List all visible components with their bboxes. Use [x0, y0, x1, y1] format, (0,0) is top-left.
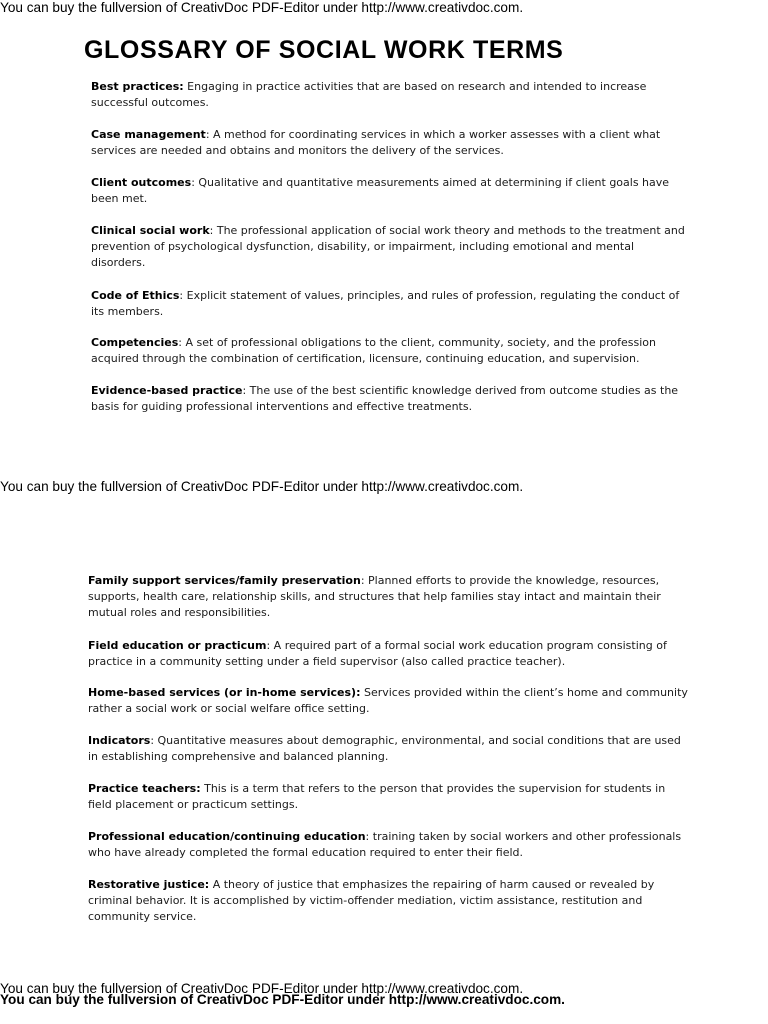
glossary-definition: : A required part of a formal social work education program consisting of practice in a community setting under a field supervisor (also called practice teacher). — [88, 639, 667, 668]
glossary-term: Practice teachers: — [88, 782, 201, 795]
glossary-entry — [88, 573, 688, 621]
glossary-definition: : A set of professional obligations to the client, community, society, and the profession acquired through the combination of certification, licensure, continuing education, and supervision. — [91, 336, 656, 365]
glossary-entry — [88, 638, 688, 670]
glossary-entry — [91, 175, 691, 207]
page-title: GLOSSARY OF SOCIAL WORK TERMS — [84, 36, 564, 64]
glossary-definition: Services provided within the client’s home and community rather a social work or social welfare office setting. — [88, 686, 688, 715]
glossary-definition: Engaging in practice activities that are based on research and intended to increase successful outcomes. — [91, 80, 647, 109]
glossary-entry — [91, 383, 691, 415]
glossary-definition: : The use of the best scientific knowledge derived from outcome studies as the basis for guiding professional interventions and effective treatments. — [91, 384, 679, 413]
glossary-term: Professional education/continuing education — [88, 830, 366, 843]
glossary-entry — [91, 335, 691, 367]
glossary-term: Evidence-based practice — [91, 384, 243, 397]
glossary-definition: This is a term that refers to the person that provides the supervision for students in field placement or practicum settings. — [88, 782, 666, 811]
glossary-term: Case management — [91, 128, 206, 141]
watermark-banner-bottom: You can buy the fullversion of CreativDoc PDF-Editor under http://www.creativdoc.com. — [0, 981, 524, 996]
watermark-banner-top: You can buy the fullversion of CreativDoc PDF-Editor under http://www.creativdoc.com. — [0, 0, 524, 15]
glossary-definition: : Explicit statement of values, principles, and rules of profession, regulating the conduct of its members. — [91, 289, 680, 318]
glossary-entry — [91, 127, 691, 159]
watermark-banner-bottom-bold: You can buy the fullversion of CreativDoc PDF-Editor under http://www.creativdoc.com. — [0, 992, 565, 1007]
glossary-term: Competencies — [91, 336, 179, 349]
glossary-definition: : training taken by social workers and other professionals who have already completed the formal education required to enter their field. — [88, 830, 682, 859]
glossary-term: Clinical social work — [91, 224, 210, 237]
glossary-term: Best practices: — [91, 80, 184, 93]
glossary-entry — [91, 223, 691, 271]
glossary-term: Field education or practicum — [88, 639, 267, 652]
glossary-definition: : Qualitative and quantitative measurements aimed at determining if client goals have been met. — [91, 176, 670, 205]
glossary-term: Home-based services (or in-home services): — [88, 686, 361, 699]
glossary-term: Code of Ethics — [91, 289, 180, 302]
glossary-definition: A theory of justice that emphasizes the repairing of harm caused or revealed by criminal behavior. It is accomplished by victim-offender mediation, victim assistance, restitution and community service. — [88, 878, 655, 923]
glossary-entry — [88, 781, 688, 813]
glossary-entry — [91, 79, 691, 111]
glossary-entry — [91, 288, 691, 320]
glossary-entry — [88, 685, 688, 717]
watermark-banner-middle: You can buy the fullversion of CreativDoc PDF-Editor under http://www.creativdoc.com. — [0, 479, 524, 494]
glossary-entry — [88, 829, 688, 861]
glossary-entry — [88, 733, 688, 765]
glossary-term: Family support services/family preservation — [88, 574, 361, 587]
glossary-entry — [88, 877, 688, 925]
glossary-definition: : Planned efforts to provide the knowledge, resources, supports, health care, relationship skills, and structures that help families stay intact and maintain their mutual roles and responsibilities. — [88, 574, 661, 619]
glossary-definition: : A method for coordinating services in which a worker assesses with a client what services are needed and obtains and monitors the delivery of the services. — [91, 128, 661, 157]
glossary-term: Restorative justice: — [88, 878, 210, 891]
glossary-definition: : Quantitative measures about demographic, environmental, and social conditions that are used in establishing comprehensive and balanced planning. — [88, 734, 681, 763]
glossary-definition: : The professional application of social work theory and methods to the treatment and prevention of psychological dysfunction, disability, or impairment, including emotional and mental disorders. — [91, 224, 685, 269]
glossary-term: Indicators — [88, 734, 151, 747]
glossary-term: Client outcomes — [91, 176, 192, 189]
